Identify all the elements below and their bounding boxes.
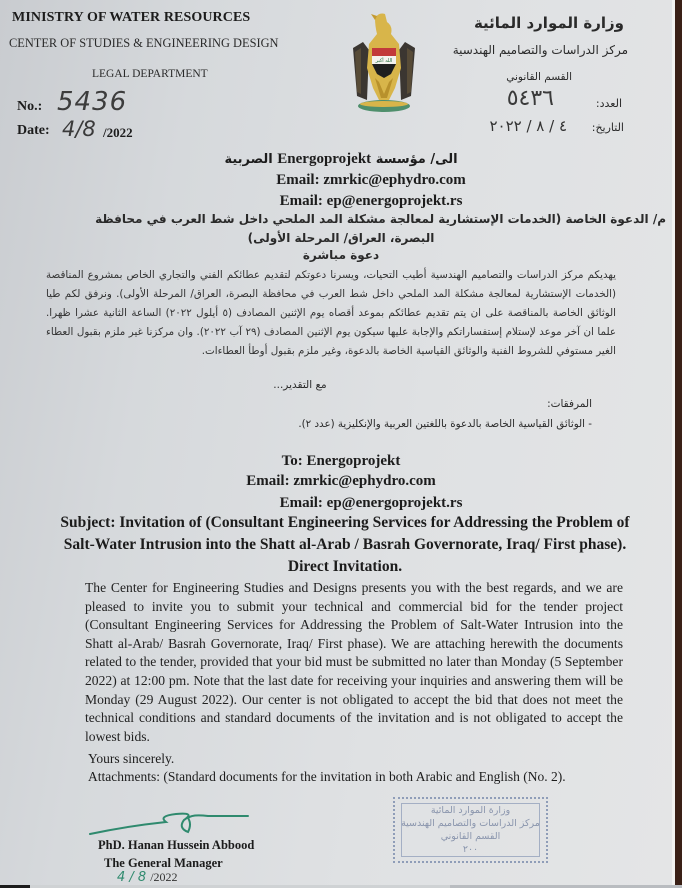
addressee-suffix-ar: الصربية — [224, 152, 273, 167]
center-name-en: CENTER OF STUDIES & ENGINEERING DESIGN — [9, 36, 279, 50]
date-label-en: Date: — [17, 123, 50, 138]
date-value-ar: ٤ / ٨ / ٢٠٢٢ — [489, 117, 567, 135]
closing-en: Yours sincerely. — [88, 751, 175, 766]
stamp-line-4: ٢٠٠ — [462, 844, 479, 855]
date-label-ar: التاريخ: — [591, 121, 624, 134]
number-label-ar: العدد: — [595, 97, 622, 110]
email-2-ar-section: Email: ep@energoprojekt.rs — [279, 193, 463, 209]
official-stamp — [393, 797, 548, 863]
regards-ar: مع التقدير... — [273, 379, 327, 391]
number-value-handwritten: 5436 — [57, 87, 128, 117]
number-value-ar-handwritten: ٥٤٣٦ — [506, 86, 554, 111]
signatory-name: PhD. Hanan Hussein Abbood — [98, 838, 255, 852]
stamp-line-3: القسم القانوني — [440, 831, 501, 842]
department-name-ar: القسم القانوني — [506, 71, 572, 83]
center-name-ar: مركز الدراسات والتصاميم الهندسية — [452, 43, 628, 57]
stamp-line-2: مركز الدراسات والتصاميم الهندسية — [401, 818, 540, 829]
body-paragraph-ar: يهديكم مركز الدراسات والتصاميم الهندسية أطيب التحيات، ويسرنا دعوتكم لتقديم عطائكم الفني والتجاري الخاص بمشروع المناقصة (الخدمات الإستشارية لمعالجة مشكلة المد الملحي داخل شط العرب في محافظة البصرة، العراق/ المرحلة الأولى). ونرفق لكم طيا الوثائق الخاصة بالمناقصة على ان يتم تقديم عطائكم بموعد أقصاه يوم الإثنين المصادف (٥ أيلول ٢٠٢٢) الساعة الثانية عشرا ظهرا. علما ان آخر موعد لإستلام إستفساراتكم والإجابة عليها سيكون يوم الإثنين المصادف (٢٩ آب ٢٠٢٢). وان مركزنا غير ملزم بقبول العطاء الغير مستوفي للشروط الفنية والوثائق القياسية الخاصة بالدعوة، وغير ملزم بقبول أوطأ العطاءات. — [46, 269, 617, 357]
subject-ar-line1: م/ الدعوة الخاصة (الخدمات الإستشارية لمعالجة مشكلة المد الملحي داخل شط العرب في محافظة — [95, 212, 666, 226]
signature-icon — [88, 808, 253, 838]
addressee-en: To: Energoprojekt — [281, 453, 401, 469]
signature-date-year: /2022 — [150, 870, 178, 884]
attachments-label-ar: المرفقات: — [547, 398, 592, 410]
signature-date-handwritten: 4 / 8 — [117, 870, 147, 885]
addressee-company-ar: Energoprojekt — [277, 151, 372, 167]
number-label-en: No.: — [17, 99, 43, 114]
signature-date — [117, 870, 178, 885]
date-handwritten-en: 4/8 — [62, 117, 96, 141]
email-1-en: Email: zmrkic@ephydro.com — [246, 473, 436, 489]
subject-ar-line2: البصرة، العراق/ المرحلة الأولى) — [247, 231, 435, 245]
attachments-en: Attachments: (Standard documents for the invitation in both Arabic and English (No. 2). — [88, 769, 566, 784]
stamp-line-1: وزارة الموارد المائية — [430, 805, 511, 816]
ministry-name-en: MINISTRY OF WATER RESOURCES — [12, 10, 251, 25]
iraq-emblem-icon — [345, 8, 423, 116]
addressee-ar — [0, 151, 682, 168]
date-year-en: /2022 — [103, 125, 133, 140]
email-1-ar-section: Email: zmrkic@ephydro.com — [276, 172, 466, 188]
emblem-inscription: الله أكبر — [375, 58, 393, 64]
body-paragraph-en: The Center for Engineering Studies and Designs presents you with the best regards, and we are pleased to invite you to submit your technical and commercial bid for the tender project (Consultant Engineering Services for Addressing the Problem of Salt-Water Intrusion into the Shatt al-Arab/ Basrah Governorate, Iraq/ First phase). We are attaching herewith the documents related to the tender, provided that your bid must be submitted no later than Monday (5 September 2022) at 12:00 pm. Note that the last date for receiving your inquiries and answering them will be Monday (29 August 2022). Our center is not obligated to accept the bid that does not meet the technical conditions and standard documents of the invitation and is not obligated to accept the lowest bids. — [85, 580, 623, 744]
direct-invitation-ar: دعوة مباشرة — [302, 248, 380, 262]
signatory-title: The General Manager — [104, 856, 223, 870]
ministry-name-ar: وزارة الموارد المائية — [473, 14, 624, 32]
attachments-item-ar: - الوثائق القياسية الخاصة بالدعوة باللغتين العربية والإنكليزية (عدد ٢). — [298, 418, 592, 430]
subject-en: Subject: Invitation of (Consultant Engineering Services for Addressing the Problem of Salt-Water Intrusion into the Shatt al-Arab / Basrah Governorate, Iraq/ First phase). Direct Invitation. — [60, 514, 630, 575]
email-2-en: Email: ep@energoprojekt.rs — [279, 495, 463, 511]
department-name-en: LEGAL DEPARTMENT — [92, 68, 208, 80]
addressee-prefix-ar: الى/ مؤسسة — [375, 152, 458, 167]
